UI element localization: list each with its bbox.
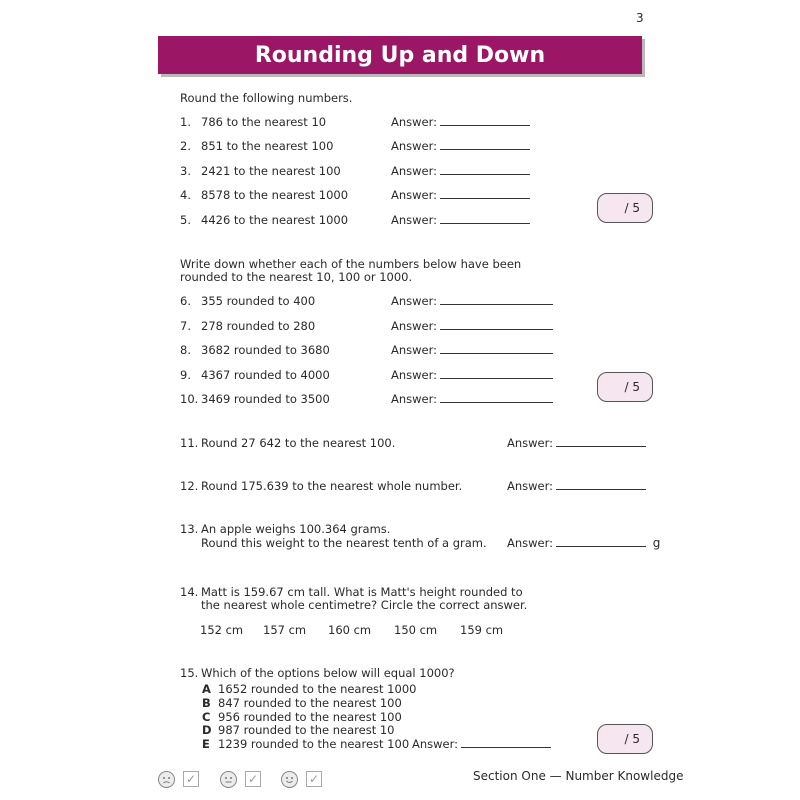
answer-13[interactable]	[507, 536, 660, 550]
answer-line[interactable]	[440, 115, 530, 126]
question-text: 4426 to the nearest 1000	[201, 213, 349, 227]
question-10	[180, 392, 330, 406]
question-number: 2.	[180, 139, 191, 153]
check-box[interactable]: ✓	[245, 771, 261, 787]
question-1	[180, 115, 326, 129]
answer-4[interactable]	[391, 188, 530, 202]
answer-line[interactable]	[556, 536, 646, 547]
question-6	[180, 294, 315, 308]
answer-9[interactable]	[391, 368, 553, 382]
page-title: Rounding Up and Down	[158, 36, 642, 74]
option-letter: D	[202, 723, 212, 737]
score-box-section1: / 5	[597, 193, 653, 223]
option-letter: B	[202, 696, 211, 710]
question-number: 14.	[180, 585, 199, 599]
section1-instruction: Round the following numbers.	[180, 91, 353, 105]
choice-159[interactable]: 159 cm	[460, 623, 504, 637]
choice-160[interactable]: 160 cm	[328, 623, 372, 637]
question-text: 8578 to the nearest 1000	[201, 188, 349, 202]
question-number: 11.	[180, 436, 199, 450]
answer-label: Answer:	[391, 115, 438, 129]
option-text: 956 rounded to the nearest 100	[218, 710, 402, 724]
option-letter: E	[202, 737, 210, 751]
option-text: 1239 rounded to the nearest 100	[218, 737, 410, 751]
answer-line[interactable]	[440, 139, 530, 150]
check-box[interactable]: ✓	[183, 771, 199, 787]
option-d	[202, 723, 395, 737]
question-3	[180, 164, 341, 178]
section2-instruction-line1: Write down whether each of the numbers below have been	[180, 257, 522, 271]
question-number: 5.	[180, 213, 191, 227]
question-number: 13.	[180, 522, 199, 536]
answer-5[interactable]	[391, 213, 530, 227]
answer-line[interactable]	[556, 479, 646, 490]
answer-3[interactable]	[391, 164, 530, 178]
question-14	[180, 585, 523, 599]
choice-157[interactable]: 157 cm	[263, 623, 307, 637]
page-number: 3	[636, 11, 644, 25]
question-text: Round 27 642 to the nearest 100.	[201, 436, 396, 450]
section2-instruction-line2: rounded to the nearest 10, 100 or 1000.	[180, 270, 413, 284]
answer-8[interactable]	[391, 343, 553, 357]
question-text: An apple weighs 100.364 grams.	[201, 522, 391, 536]
answer-6[interactable]	[391, 294, 553, 308]
section-footer: Section One — Number Knowledge	[473, 769, 684, 783]
answer-line[interactable]	[440, 294, 553, 305]
question-text: 2421 to the nearest 100	[201, 164, 341, 178]
answer-label: Answer:	[391, 294, 438, 308]
question-text: 851 to the nearest 100	[201, 139, 334, 153]
question-8	[180, 343, 330, 357]
question-number: 3.	[180, 164, 191, 178]
question-12	[180, 479, 462, 493]
answer-line[interactable]	[440, 188, 530, 199]
option-letter: A	[202, 682, 211, 696]
score-box-section3: / 5	[597, 724, 653, 754]
choice-152[interactable]: 152 cm	[200, 623, 244, 637]
question-text: 278 rounded to 280	[201, 319, 316, 333]
question-number: 9.	[180, 368, 191, 382]
question-2	[180, 139, 333, 153]
question-text: 3682 rounded to 3680	[201, 343, 330, 357]
option-b	[202, 696, 402, 710]
question-text: 786 to the nearest 10	[201, 115, 327, 129]
answer-label: Answer:	[507, 479, 554, 493]
question-15	[180, 666, 455, 680]
answer-label: Answer:	[507, 536, 554, 550]
option-a	[202, 682, 416, 696]
question-number: 4.	[180, 188, 191, 202]
question-number: 15.	[180, 666, 199, 680]
question-number: 8.	[180, 343, 191, 357]
option-text: 987 rounded to the nearest 10	[218, 723, 395, 737]
check-box[interactable]: ✓	[306, 771, 322, 787]
answer-line[interactable]	[440, 164, 530, 175]
answer-11[interactable]	[507, 436, 646, 450]
answer-label: Answer:	[391, 343, 438, 357]
option-text: 847 rounded to the nearest 100	[218, 696, 402, 710]
question-text: 4367 rounded to 4000	[201, 368, 330, 382]
choice-150[interactable]: 150 cm	[394, 623, 438, 637]
question-text: Which of the options below will equal 1000?	[201, 666, 455, 680]
question-text: Round 175.639 to the nearest whole number.	[201, 479, 463, 493]
option-e	[202, 737, 409, 751]
sad-face-icon	[158, 771, 175, 788]
option-text: 1652 rounded to the nearest 1000	[218, 682, 417, 696]
answer-2[interactable]	[391, 139, 530, 153]
happy-face-icon	[281, 771, 298, 788]
answer-label: Answer:	[391, 139, 438, 153]
question-9	[180, 368, 330, 382]
question-5	[180, 213, 348, 227]
option-letter: C	[202, 710, 211, 724]
answer-label: Answer:	[391, 188, 438, 202]
answer-line[interactable]	[440, 213, 530, 224]
unit-label: g	[652, 536, 661, 550]
answer-line[interactable]	[440, 343, 553, 354]
answer-label: Answer:	[391, 319, 438, 333]
answer-line[interactable]	[556, 436, 646, 447]
answer-line[interactable]	[440, 319, 553, 330]
answer-label: Answer:	[391, 368, 438, 382]
question-number: 10.	[180, 392, 199, 406]
answer-label: Answer:	[391, 213, 438, 227]
answer-10[interactable]	[391, 392, 553, 406]
answer-line[interactable]	[440, 392, 553, 403]
answer-1[interactable]	[391, 115, 530, 129]
question-14-line2: the nearest whole centimetre? Circle the correct answer.	[201, 598, 528, 612]
question-text: 3469 rounded to 3500	[201, 392, 330, 406]
question-number: 12.	[180, 479, 199, 493]
question-number: 1.	[180, 115, 191, 129]
answer-line[interactable]	[440, 368, 553, 379]
answer-15[interactable]	[412, 737, 551, 751]
answer-label: Answer:	[412, 737, 459, 751]
question-text: Matt is 159.67 cm tall. What is Matt's height rounded to	[201, 585, 523, 599]
question-number: 6.	[180, 294, 191, 308]
answer-label: Answer:	[391, 392, 438, 406]
question-text: 355 rounded to 400	[201, 294, 316, 308]
answer-label: Answer:	[391, 164, 438, 178]
question-number: 7.	[180, 319, 191, 333]
neutral-face-icon	[220, 771, 237, 788]
question-7	[180, 319, 315, 333]
question-11	[180, 436, 395, 450]
answer-line[interactable]	[461, 737, 551, 748]
question-13-line2: Round this weight to the nearest tenth of a gram.	[201, 536, 487, 550]
question-4	[180, 188, 348, 202]
score-box-section2: / 5	[597, 372, 653, 402]
question-13	[180, 522, 390, 536]
answer-7[interactable]	[391, 319, 553, 333]
option-c	[202, 710, 402, 724]
answer-12[interactable]	[507, 479, 646, 493]
answer-label: Answer:	[507, 436, 554, 450]
